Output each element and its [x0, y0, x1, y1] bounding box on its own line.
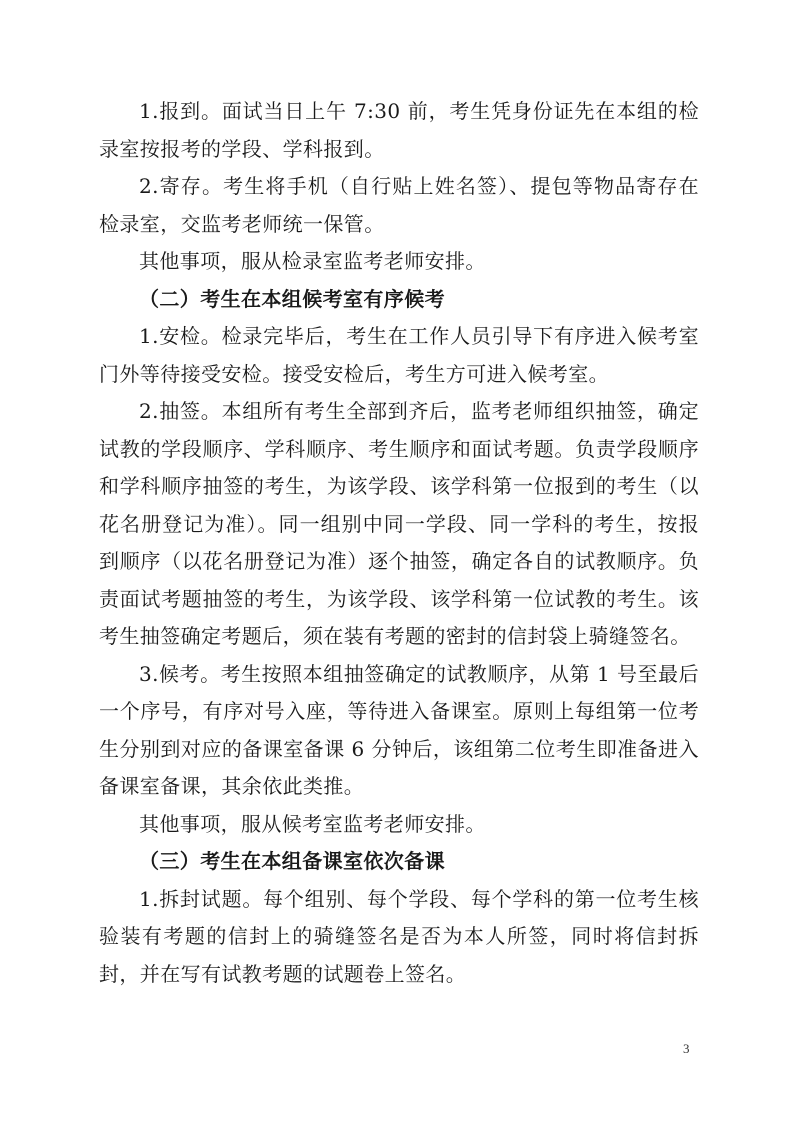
paragraph-waiting-other: 其他事项，服从候考室监考老师安排。	[139, 811, 486, 836]
section-heading-preparation-room: （三）考生在本组备课室依次备课	[139, 849, 445, 873]
paragraph-unseal-questions: 1.拆封试题。每个组别、每个学段、每个学科的第一位考生核验装有考题的信封上的骑缝签名是否为本人所签，同时将信封拆封，并在写有试教考题的试题卷上签名。	[99, 886, 699, 986]
paragraph-checkin-other: 其他事项，服从检录室监考老师安排。	[139, 249, 486, 273]
document-body	[99, 93, 699, 993]
paragraph-lottery: 2.抽签。本组所有考生全部到齐后，监考老师组织抽签，确定试教的学段顺序、学科顺序、考生顺序和面试考题。负责学段顺序和学科顺序抽签的考生，为该学段、该学科第一位报到的考生（以花名册登记为准）。同一组别中同一学段、同一学科的考生，按报到顺序（以花名册登记为准）逐个抽签，确定各自的试教顺序。负责面试考题抽签的考生，为该学段、该学科第一位试教的考生。该考生抽签确定考题后，须在装有考题的密封的信封袋上骑缝签名。	[99, 399, 699, 648]
paragraph-checkin: 1.报到。面试当日上午 7:30 前，考生凭身份证先在本组的检录室按报考的学段、学科报到。	[99, 99, 699, 161]
paragraph-security-check: 1.安检。检录完毕后，考生在工作人员引导下有序进入候考室门外等待接受安检。接受安检后，考生方可进入候考室。	[99, 324, 699, 386]
section-heading-waiting-room: （二）考生在本组候考室有序候考	[139, 286, 445, 311]
paragraph-storage: 2.寄存。考生将手机（自行贴上姓名签）、提包等物品寄存在检录室，交监考老师统一保管。	[99, 174, 699, 236]
paragraph-waiting: 3.候考。考生按照本组抽签确定的试教顺序，从第 1 号至最后一个序号，有序对号入座，等待进入备课室。原则上每组第一位考生分别到对应的备课室备课 6 分钟后，该组第二位考生即准备进入备课室备课，其余依此类推。	[99, 661, 699, 798]
page-number: 3	[683, 1041, 690, 1056]
